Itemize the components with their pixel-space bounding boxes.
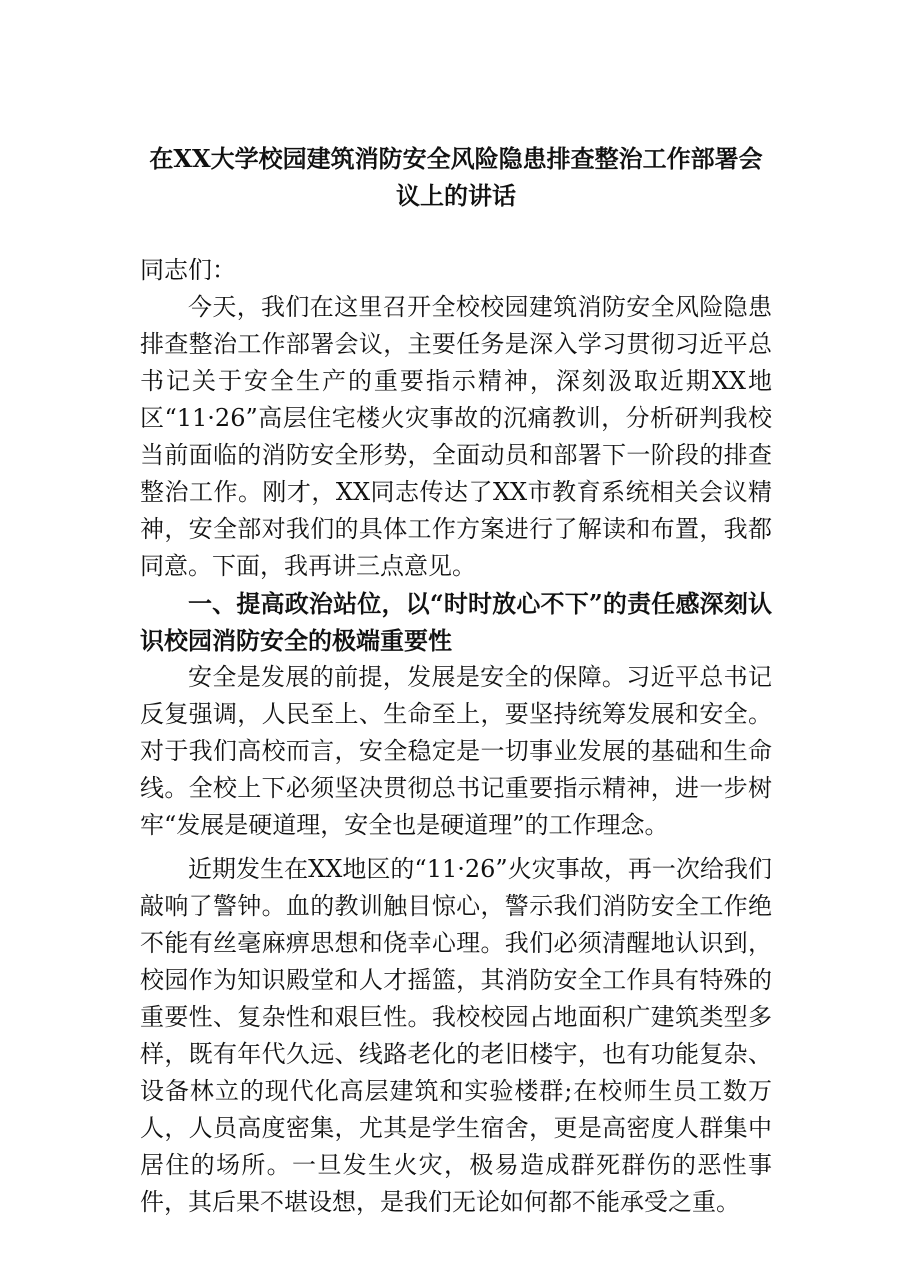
section-paragraph-1: 安全是发展的前提，发展是安全的保障。习近平总书记反复强调，人民至上、生命至上，要坚持统筹发展和安全。对于我们高校而言，安全稳定是一切事业发展的基础和生命线。全校上下必须坚决贯彻总书记重要指示精神，进一步树牢“发展是硬道理，安全也是硬道理”的工作理念。 [140,663,772,839]
document-title: 在XX大学校园建筑消防安全风险隐患排查整治工作部署会议上的讲话 [149,144,763,210]
section-paragraph-2: 近期发生在XX地区的“11·26”火灾事故，再一次给我们敲响了警钟。血的教训触目惊心，警示我们消防安全工作绝不能有丝毫麻痹思想和侥幸心理。我们必须清醒地认识到，校园作为知识殿堂和人才摇篮，其消防安全工作具有特殊的重要性、复杂性和艰巨性。我校校园占地面积广建筑类型多样，既有年代久远、线路老化的老旧楼宇，也有功能复杂、设备林立的现代化高层建筑和实验楼群;在校师生员工数万人，人员高度密集，尤其是学生宿舍，更是高密度人群集中居住的场所。一旦发生火灾，极易造成群死群伤的恶性事件，其后果不堪设想，是我们无论如何都不能承受之重。 [140,855,772,1216]
document-page [140,140,772,1221]
section-heading: 一、提高政治站位，以“时时放心不下”的责任感深刻认识校园消防安全的极端重要性 [140,589,772,655]
salutation: 同志们： [140,256,236,284]
intro-paragraph: 今天，我们在这里召开全校校园建筑消防安全风险隐患排查整治工作部署会议，主要任务是深入学习贯彻习近平总书记关于安全生产的重要指示精神，深刻汲取近期XX地区“11·26”高层住宅楼火灾事故的沉痛教训，分析研判我校当前面临的消防安全形势，全面动员和部署下一阶段的排查整治工作。刚才，XX同志传达了XX市教育系统相关会议精神，安全部对我们的具体工作方案进行了解读和布置，我都同意。下面，我再讲三点意见。 [140,293,772,580]
